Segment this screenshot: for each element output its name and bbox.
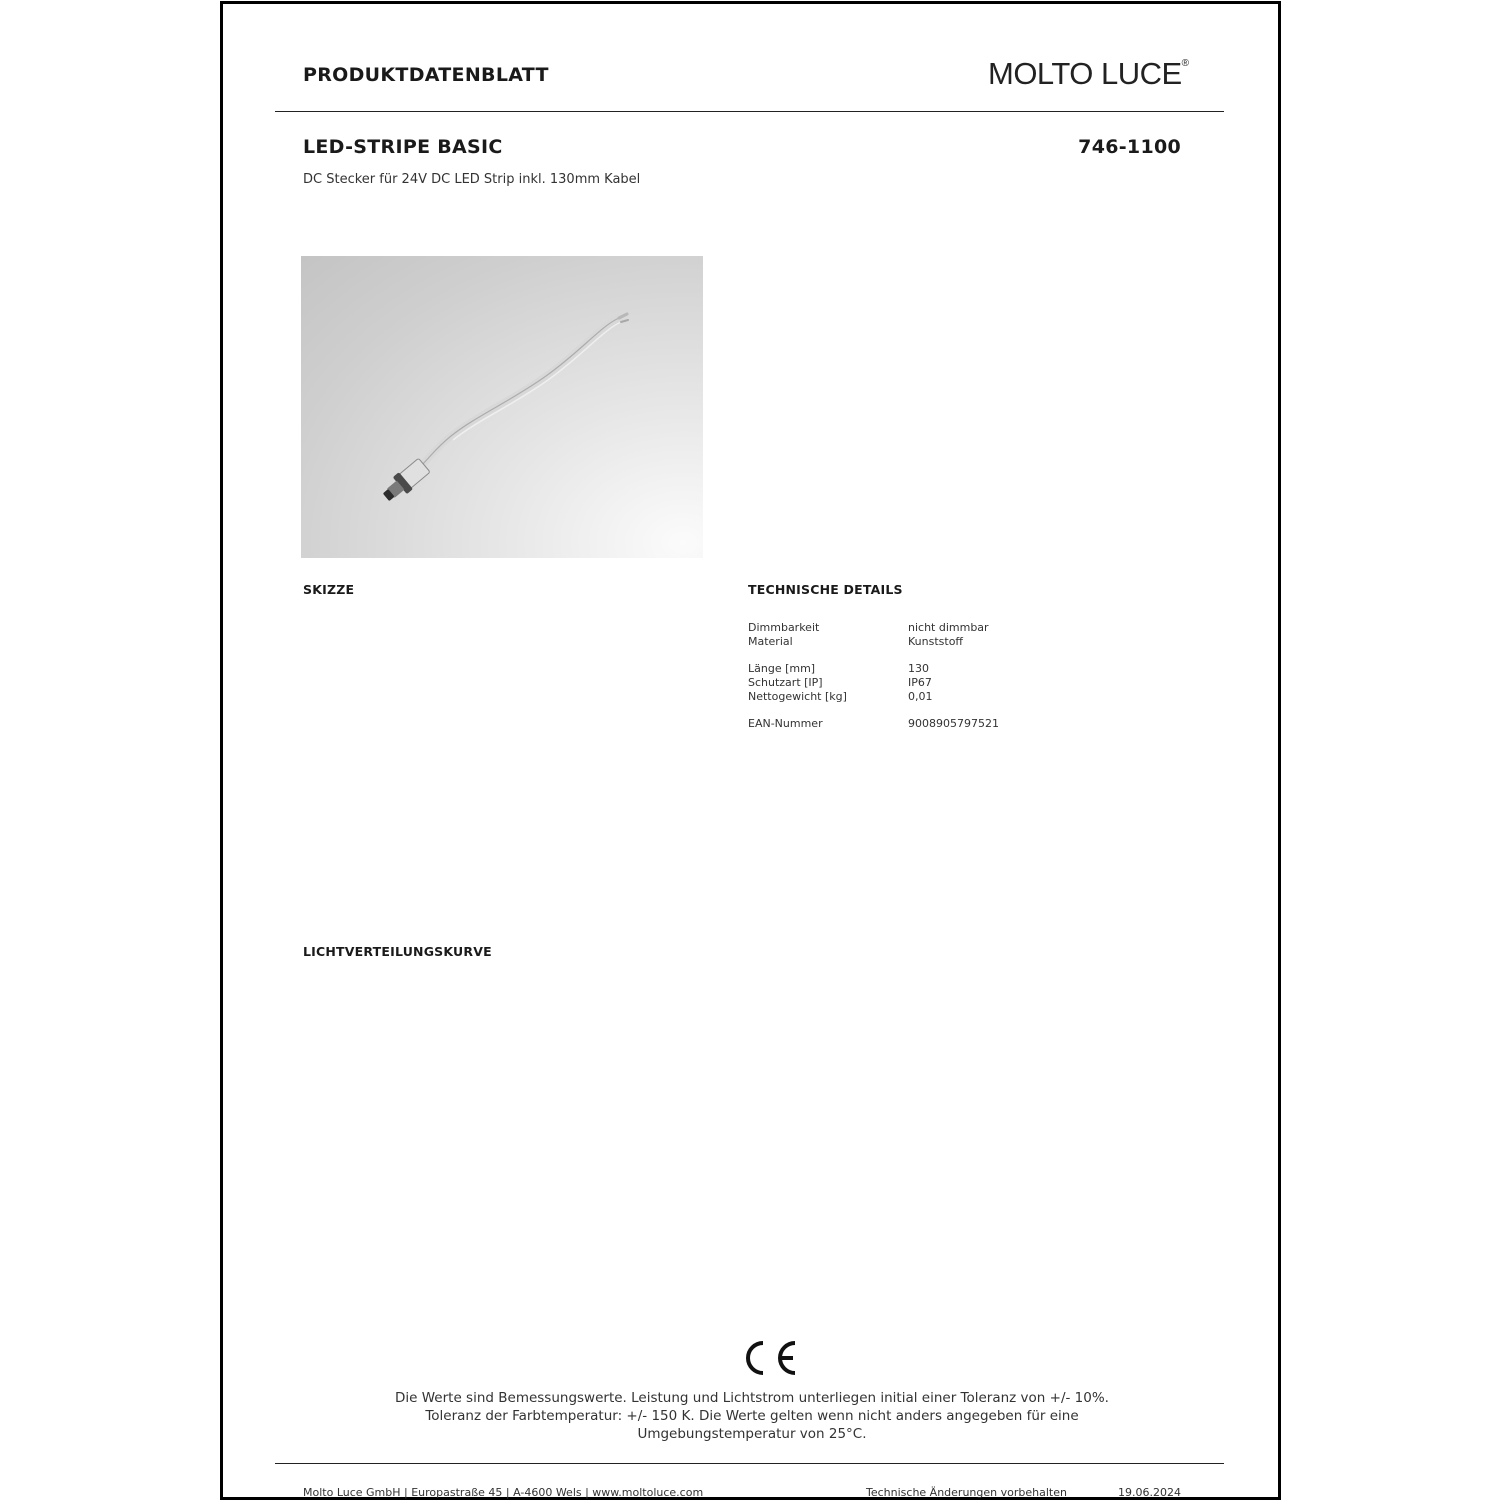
detail-row [748,635,999,649]
section-heading-technical-details: TECHNISCHE DETAILS [748,582,903,597]
footer-disclaimer: Technische Änderungen vorbehalten [866,1486,1067,1499]
section-heading-skizze: SKIZZE [303,582,355,597]
footer-divider [275,1463,1224,1464]
technical-details-table [748,621,999,731]
brand-logo-text: MOLTO LUCE [988,56,1182,91]
detail-value: Kunststoff [908,635,964,648]
note-line: Die Werte sind Bemessungswerte. Leistung und Lichtstrom unterliegen initial einer Toleranz von +/- 10%. [395,1390,1109,1406]
datasheet-page [220,1,1281,1500]
detail-label: Nettogewicht [kg] [748,690,847,703]
detail-value: 130 [908,662,929,675]
detail-row [748,621,999,635]
detail-row [748,662,999,676]
footer-date: 19.06.2024 [1118,1486,1181,1499]
product-number: 746-1100 [1078,136,1181,158]
detail-label: Länge [mm] [748,662,816,675]
document-title: PRODUKTDATENBLATT [303,64,549,86]
note-line: Toleranz der Farbtemperatur: +/- 150 K. Die Werte gelten wenn nicht anders angegeben für eine [425,1408,1079,1424]
product-description: DC Stecker für 24V DC LED Strip inkl. 130mm Kabel [303,172,641,187]
note-line: Umgebungstemperatur von 25°C. [637,1426,867,1442]
detail-label: EAN-Nummer [748,717,823,730]
detail-row [748,717,999,731]
detail-value: 9008905797521 [908,717,999,730]
detail-value: 0,01 [908,690,933,703]
detail-row [748,676,999,690]
detail-value: nicht dimmbar [908,621,989,634]
ce-mark-icon [743,1339,803,1377]
registered-mark: ® [1181,58,1189,69]
footer-company-info: Molto Luce GmbH | Europastraße 45 | A-4600 Wels | www.moltoluce.com [303,1486,704,1499]
detail-label: Schutzart [IP] [748,676,823,689]
detail-row [748,690,999,704]
brand-logo [988,56,1189,92]
tolerance-note [303,1389,1201,1443]
header-divider [275,111,1224,112]
detail-label: Dimmbarkeit [748,621,820,634]
detail-value: IP67 [908,676,932,689]
product-photo [301,256,703,558]
section-heading-light-distribution: LICHTVERTEILUNGSKURVE [303,944,492,959]
detail-label: Material [748,635,793,648]
dc-connector-cable-image [301,256,703,558]
product-name: LED-STRIPE BASIC [303,136,503,158]
